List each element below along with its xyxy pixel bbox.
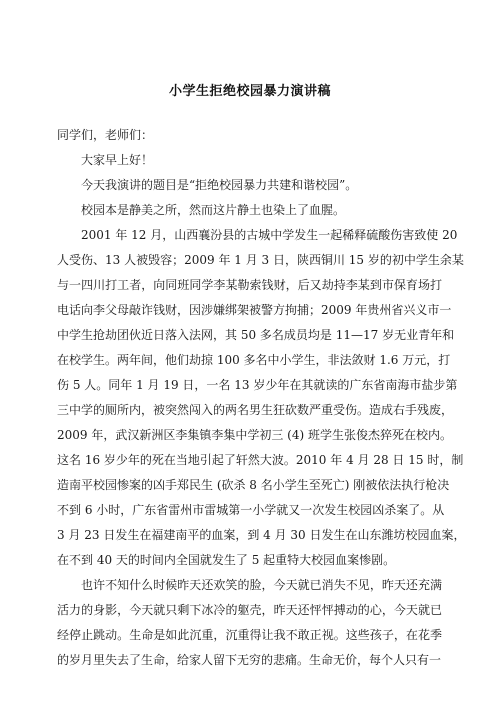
paragraph [57, 223, 466, 573]
paragraph-line: 3 月 23 日发生在福建南平的血案，到 4 月 30 日发生在山东潍坊校园血案， [57, 528, 466, 542]
paragraph-line: 2009 年，武汉新洲区李集镇李集中学初三 (4) 班学生张俊杰猝死在校内。 [57, 428, 452, 442]
paragraph-line: 三中学的厕所内，被突然闯入的两名男生狂砍数严重受伤。造成右手残废， [57, 403, 454, 417]
paragraph-line: 不到 6 小时，广东省雷州市雷城第一小学就又一次发生校园凶杀案了。从 [57, 503, 445, 517]
hello-line: 大家早上好！ [81, 153, 154, 167]
paragraph-line: 今天我演讲的题目是“拒绝校园暴力共建和谐校园”。 [81, 178, 358, 192]
paragraph-line: 人受伤、13 人被毁容；2009 年 1 月 3 日，陕西铜川 15 岁的初中学生余某 [57, 253, 464, 267]
paragraph [57, 173, 442, 198]
paragraph [57, 198, 442, 223]
document-body [57, 123, 466, 673]
paragraph-line: 在校学生。两年间，他们劫掠 100 多名中小学生，非法敛财 1.6 万元，打 [57, 353, 451, 367]
paragraph-line: 经停止跳动。生命是如此沉重，沉重得让我不敢正视。这些孩子，在花季 [57, 628, 442, 642]
paragraph-line: 活力的身影，今天就只剩下冰冷的躯壳，昨天还怦怦搏动的心，今天就已 [57, 603, 442, 617]
paragraph-line: 2001 年 12 月，山西襄汾县的古城中学发生一起稀释硫酸伤害致使 20 [81, 228, 458, 242]
paragraph-line: 电话向李父母敲诈钱财，因涉嫌绑架被警方拘捕；2009 年贵州省兴义市一 [57, 303, 452, 317]
paragraph-line: 与一四川打工者，向同班同学李某勒索钱财，后又劫持李某到市保育场打 [57, 278, 442, 292]
paragraph-line: 伤 5 人。同年 1 月 19 日，一名 13 岁少年在其就读的广东省南海市盐步第 [57, 378, 458, 392]
paragraph [57, 573, 442, 673]
paragraph-line: 也许不知什么时候昨天还欢笑的脸，今天就已消失不见，昨天还充满 [81, 578, 442, 592]
paragraph-line: 校园本是静美之所，然而这片静土也染上了血腥。 [81, 203, 346, 217]
greeting-line: 同学们，老师们： [57, 128, 154, 142]
paragraph-line: 造南平校园惨案的凶手郑民生 (砍杀 8 名小学生至死亡) 刚被依法执行枪决 [57, 478, 450, 492]
paragraph-line: 在不到 40 天的时间内全国就发生了 5 起重特大校园血案惨剧。 [57, 553, 396, 567]
paragraph-line: 中学生抢劫团伙近日落入法网，其 50 多名成员均是 11—17 岁无业青年和 [57, 328, 455, 342]
paragraph-line: 这名 16 岁少年的死在当地引起了轩然大波。2010 年 4 月 28 日 15 时，制 [57, 453, 464, 467]
document-title: 小学生拒绝校园暴力演讲稿 [168, 84, 331, 99]
paragraph-line: 的岁月里失去了生命，给家人留下无穷的悲痛。生命无价，每个人只有一 [57, 653, 442, 667]
